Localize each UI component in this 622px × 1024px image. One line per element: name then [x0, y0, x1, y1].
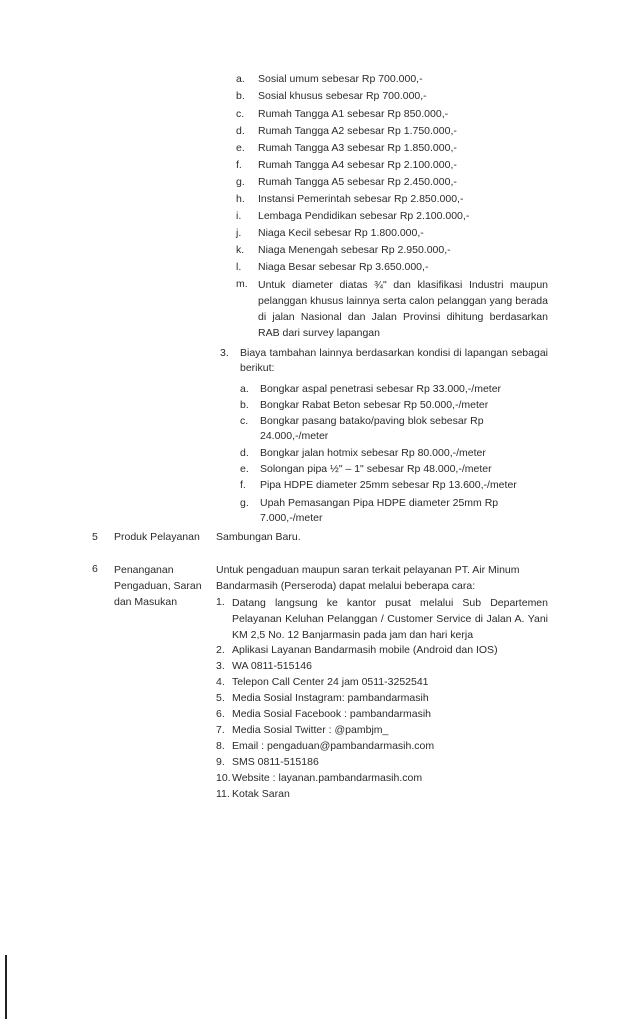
list-marker: 7. — [216, 724, 225, 736]
list-item: Untuk diameter diatas ¾" dan klasifikasi Industri maupun pelanggan khusus lainnya serta calon pelanggan yang berada di jalan Nasional dan Jalan Provinsi dihitung berdasarkan RAB dari survey lapangan — [258, 279, 548, 339]
list-marker: e. — [240, 463, 249, 475]
list-marker: c. — [240, 415, 249, 427]
list-marker: g. — [236, 176, 245, 188]
list-item: Niaga Menengah sebesar Rp 2.950.000,- — [258, 244, 451, 256]
list-item: Rumah Tangga A5 sebesar Rp 2.450.000,- — [258, 176, 457, 188]
list-marker: m. — [236, 278, 248, 290]
list-marker: d. — [236, 125, 245, 137]
row-label: Produk Pelayanan — [114, 531, 200, 543]
list-item: Bongkar aspal penetrasi sebesar Rp 33.000,-/meter — [260, 383, 502, 395]
list-item: Sosial khusus sebesar Rp 700.000,- — [258, 90, 427, 102]
list-marker: 10. — [216, 772, 231, 784]
list-item: Rumah Tangga A1 sebesar Rp 850.000,- — [258, 108, 449, 120]
list-marker: b. — [240, 399, 249, 411]
list-marker: f. — [240, 479, 246, 491]
list-item: WA 0811-515146 — [232, 660, 312, 672]
list-item: Rumah Tangga A3 sebesar Rp 1.850.000,- — [258, 142, 457, 154]
list-marker: j. — [236, 227, 242, 239]
list-item: SMS 0811-515186 — [232, 756, 319, 768]
list-marker: b. — [236, 90, 245, 102]
list-marker: f. — [236, 159, 242, 171]
list-marker: 3. — [216, 660, 225, 672]
scan-edge-line — [5, 955, 7, 1019]
list-item: Media Sosial Instagram: pambandarmasih — [232, 692, 429, 704]
list-marker: h. — [236, 193, 245, 205]
section-number: 3. — [220, 347, 229, 359]
list-item: Datang langsung ke kantor pusat melalui Sub Departemen Pelayanan Keluhan Pelanggan / Customer Service di Jalan A. Yani KM 2,5 No. 12 Banjarmasin pada jam dan hari kerja — [232, 597, 548, 641]
list-marker: 8. — [216, 740, 225, 752]
list-marker: 5. — [216, 692, 225, 704]
row-intro: Untuk pengaduan maupun saran terkait pelayanan PT. Air Minum Bandarmasih (Perseroda) dapat melalui beberapa cara: — [216, 564, 520, 592]
row-number: 5 — [92, 531, 98, 543]
list-item: Solongan pipa ½" – 1" sebesar Rp 48.000,-/meter — [260, 463, 492, 475]
list-item: Bongkar jalan hotmix sebesar Rp 80.000,-/meter — [260, 447, 486, 459]
list-item: Kotak Saran — [232, 788, 290, 800]
list-marker: k. — [236, 244, 245, 256]
list-marker: a. — [240, 383, 249, 395]
row-value: Sambungan Baru. — [216, 531, 301, 543]
list-item: Media Sosial Twitter : @pambjm_ — [232, 724, 389, 736]
list-item: Instansi Pemerintah sebesar Rp 2.850.000,- — [258, 193, 464, 205]
email-item[interactable]: Email : pengaduan@pambandarmasih.com — [232, 740, 435, 752]
list-item: Lembaga Pendidikan sebesar Rp 2.100.000,- — [258, 210, 470, 222]
list-marker: 9. — [216, 756, 225, 768]
list-item: Upah Pemasangan Pipa HDPE diameter 25mm Rp 7.000,-/meter — [260, 497, 499, 524]
list-marker: l. — [236, 261, 242, 273]
list-item: Website : layanan.pambandarmasih.com — [232, 772, 423, 784]
list-item: Rumah Tangga A4 sebesar Rp 2.100.000,- — [258, 159, 457, 171]
list-item: Rumah Tangga A2 sebesar Rp 1.750.000,- — [258, 125, 457, 137]
list-item: Aplikasi Layanan Bandarmasih mobile (Android dan IOS) — [232, 644, 498, 656]
list-item: Bongkar Rabat Beton sebesar Rp 50.000,-/meter — [260, 399, 489, 411]
section-intro: Biaya tambahan lainnya berdasarkan kondisi di lapangan sebagai berikut: — [240, 347, 548, 374]
list-marker: 2. — [216, 644, 225, 656]
list-marker: g. — [240, 497, 249, 509]
list-marker: e. — [236, 142, 245, 154]
list-marker: i. — [236, 210, 242, 222]
list-item: Media Sosial Facebook : pambandarmasih — [232, 708, 432, 720]
list-item: Telepon Call Center 24 jam 0511-3252541 — [232, 676, 429, 688]
list-marker: 11. — [216, 788, 230, 800]
list-item: Niaga Besar sebesar Rp 3.650.000,- — [258, 261, 429, 273]
row-label: Penanganan Pengaduan, Saran dan Masukan — [114, 564, 202, 608]
list-marker: a. — [236, 73, 245, 85]
list-item: Bongkar pasang batako/paving blok sebesar Rp 24.000,-/meter — [260, 415, 484, 442]
list-marker: 6. — [216, 708, 225, 720]
list-item: Sosial umum sebesar Rp 700.000,- — [258, 73, 423, 85]
list-marker: 4. — [216, 676, 225, 688]
list-marker: 1. — [216, 596, 225, 608]
list-marker: c. — [236, 108, 245, 120]
list-marker: d. — [240, 447, 249, 459]
row-number: 6 — [92, 563, 98, 575]
list-item: Pipa HDPE diameter 25mm sebesar Rp 13.600,-/meter — [260, 479, 517, 491]
list-item: Niaga Kecil sebesar Rp 1.800.000,- — [258, 227, 424, 239]
